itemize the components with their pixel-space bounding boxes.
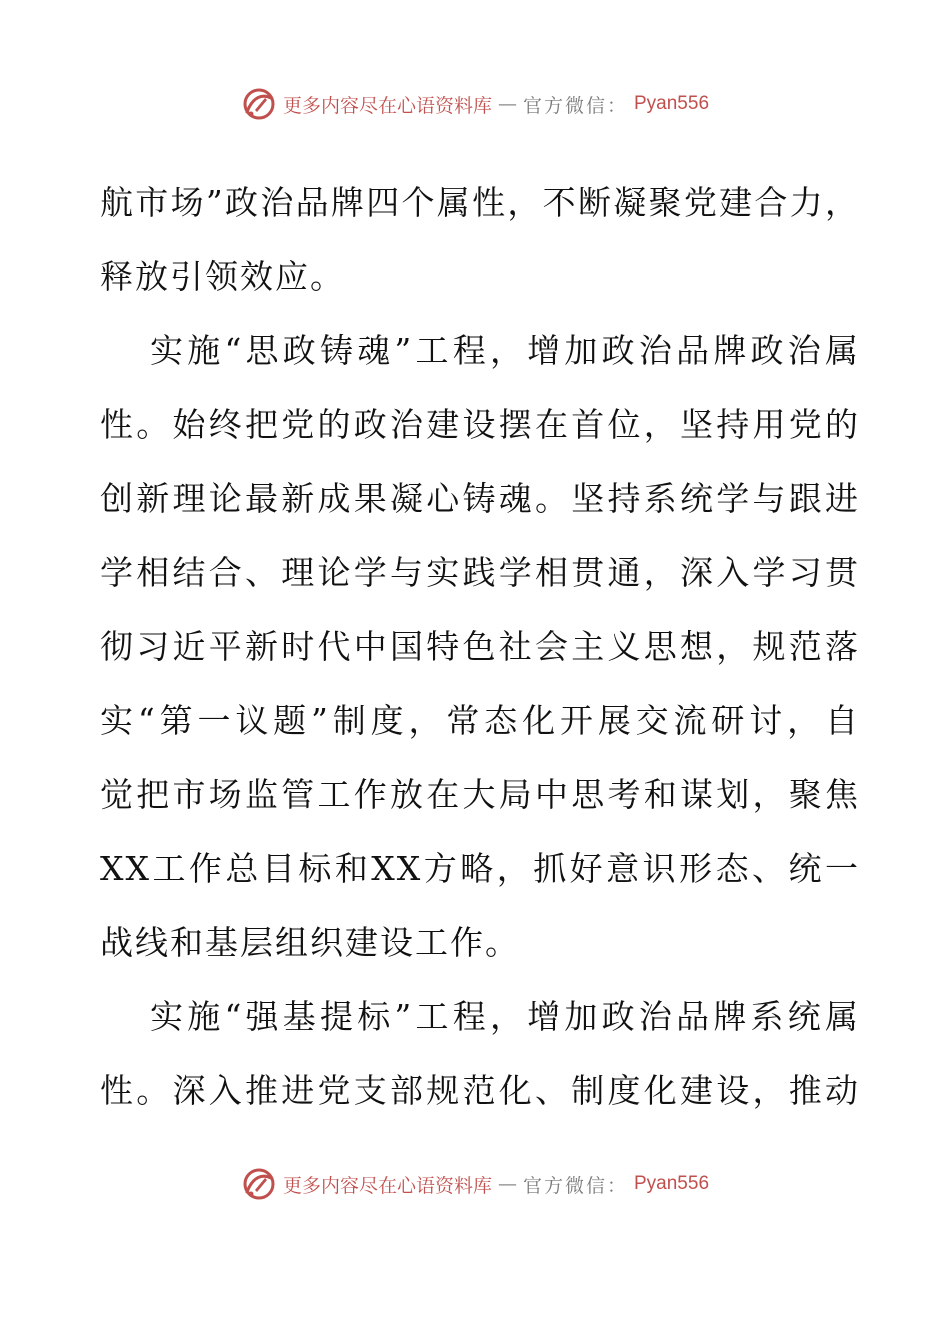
header-dash: —	[497, 93, 517, 115]
pen-nib-logo-icon	[241, 1166, 277, 1202]
body-line: 释放引领效应。	[100, 257, 345, 296]
body-line: 觉把市场监管工作放在大局中思考和谋划，聚焦	[100, 775, 860, 814]
body-line: 学相结合、理论学与实践学相贯通，深入学习贯	[100, 553, 860, 592]
paragraph-start-line: 实施“思政铸魂”工程，增加政治品牌政治属	[150, 331, 860, 370]
header-banner	[0, 84, 950, 124]
body-line: 航市场”政治品牌四个属性，不断凝聚党建合力，	[100, 183, 860, 222]
header-promo-text: 更多内容尽在心语资料库	[282, 94, 492, 117]
pen-nib-logo-icon	[241, 86, 277, 122]
footer-wechat-id: Pyan556	[634, 1173, 710, 1194]
body-line: XX工作总目标和XX方略，抓好意识形态、统一	[100, 849, 860, 888]
header-wechat-label: 官方微信：	[522, 94, 628, 117]
body-line: 创新理论最新成果凝心铸魂。坚持系统学与跟进	[100, 479, 860, 518]
body-line: 性。始终把党的政治建设摆在首位，坚持用党的	[100, 405, 860, 444]
footer-promo-text: 更多内容尽在心语资料库	[282, 1174, 492, 1197]
paragraph-start-line: 实施“强基提标”工程，增加政治品牌系统属	[150, 997, 860, 1036]
footer-dash: —	[497, 1173, 517, 1195]
body-line: 性。深入推进党支部规范化、制度化建设，推动	[100, 1071, 860, 1110]
body-line: 战线和基层组织建设工作。	[100, 923, 520, 962]
body-line: 彻习近平新时代中国特色社会主义思想，规范落	[100, 627, 860, 666]
document-body	[100, 166, 860, 1128]
footer-wechat-label: 官方微信：	[522, 1174, 628, 1197]
footer-banner	[0, 1164, 950, 1204]
header-wechat-id: Pyan556	[634, 93, 710, 114]
body-line: 实“第一议题”制度，常态化开展交流研讨，自	[100, 701, 860, 740]
